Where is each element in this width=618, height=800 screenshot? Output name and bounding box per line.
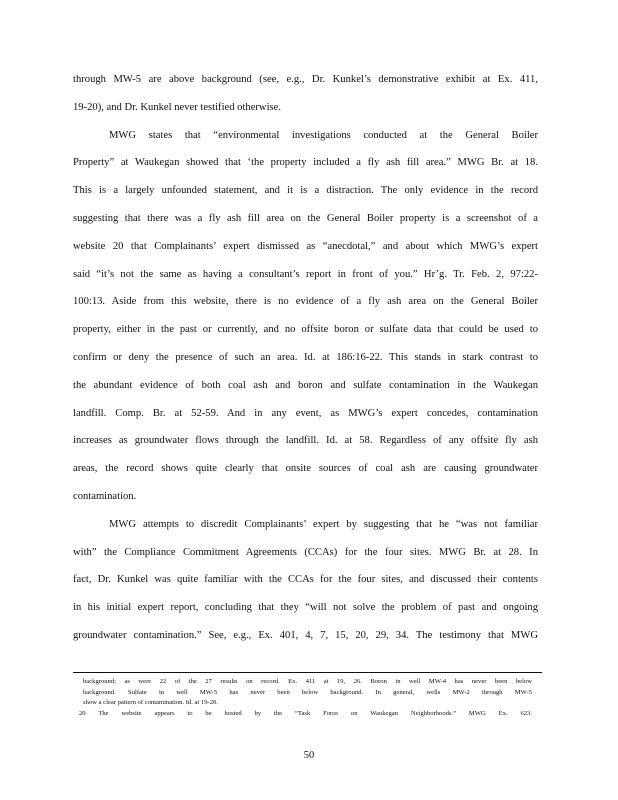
body-text [73, 66, 538, 650]
body-line: said “it’s not the same as having a consultant’s report in front of you.” Hr’g. Tr. Feb. 2, 97:22- [73, 268, 538, 280]
body-line: fact, Dr. Kunkel was quite familiar with the CCAs for the four sites, and discussed their contents [73, 574, 538, 586]
body-line: suggesting that there was a fly ash fill area on the General Boiler property is a screenshot of a [73, 212, 538, 224]
body-line: groundwater contamination.” See, e.g., Ex. 401, 4, 7, 15, 20, 29, 34. The testimony that MWG [73, 629, 538, 641]
body-line: website 20 that Complainants’ expert dismissed as “anecdotal,” and about which MWG’s expert [73, 240, 538, 252]
body-line: 100:13. Aside from this website, there is no evidence of a fly ash area on the General Boiler [73, 296, 538, 308]
body-line: landfill. Comp. Br. at 52-59. And in any event, as MWG’s expert concedes, contamination [73, 407, 538, 419]
body-line: 19-20), and Dr. Kunkel never testified otherwise. [73, 101, 281, 113]
body-line: with” the Compliance Commitment Agreements (CCAs) for the four sites. MWG Br. at 28. In [73, 546, 538, 558]
body-line: the abundant evidence of both coal ash and boron and sulfate contamination in the Waukegan [73, 379, 538, 391]
body-line: MWG states that “environmental investigations conducted at the General Boiler [109, 129, 538, 141]
body-line: property, either in the past or currently, and no offsite boron or sulfate data that could be used to [73, 324, 538, 336]
footnote-line: background; as were 22 of the 27 results on record. Ex. 411 at 19, 26. Boron in well MW-4 has never been below [83, 678, 532, 685]
body-line: This is a largely unfounded statement, and it is a distraction. The only evidence in the record [73, 185, 538, 197]
footnote-divider [73, 672, 542, 673]
footnote-line: background. Sulfate in well MW-5 has never been below background. In general, wells MW-2 through MW-5 [83, 688, 532, 696]
body-line: through MW-5 are above background (see, e.g., Dr. Kunkel’s demonstrative exhibit at Ex. 411, [73, 74, 538, 85]
body-line: in his initial expert report, concluding that they “will not solve the problem of past and ongoing [73, 602, 538, 614]
page-number: 50 [303, 750, 315, 761]
footnote-line: show a clear pattern of contamination. Id. at 19-20. [83, 699, 218, 707]
body-line: Property” at Waukegan showed that ‘the property included a fly ash fill area.” MWG Br. at 18. [73, 157, 538, 169]
body-line: areas, the record shows quite clearly that onsite sources of coal ash are causing groundwater [73, 463, 538, 475]
body-line: MWG attempts to discredit Complainants’ expert by suggesting that he “was not familiar [109, 518, 538, 530]
body-line: confirm or deny the presence of such an area. Id. at 186:16-22. This stands in stark contrast to [73, 351, 538, 363]
body-line: increases as groundwater flows through the landfill. Id. at 58. Regardless of any offsite fly ash [73, 435, 538, 447]
footnotes [79, 677, 532, 719]
footnote-line: 20 The website appears to be hosted by the “Task Force on Waukegan Neighborhoods.” MWG Ex. 623. [79, 709, 532, 717]
body-line: contamination. [73, 490, 137, 502]
